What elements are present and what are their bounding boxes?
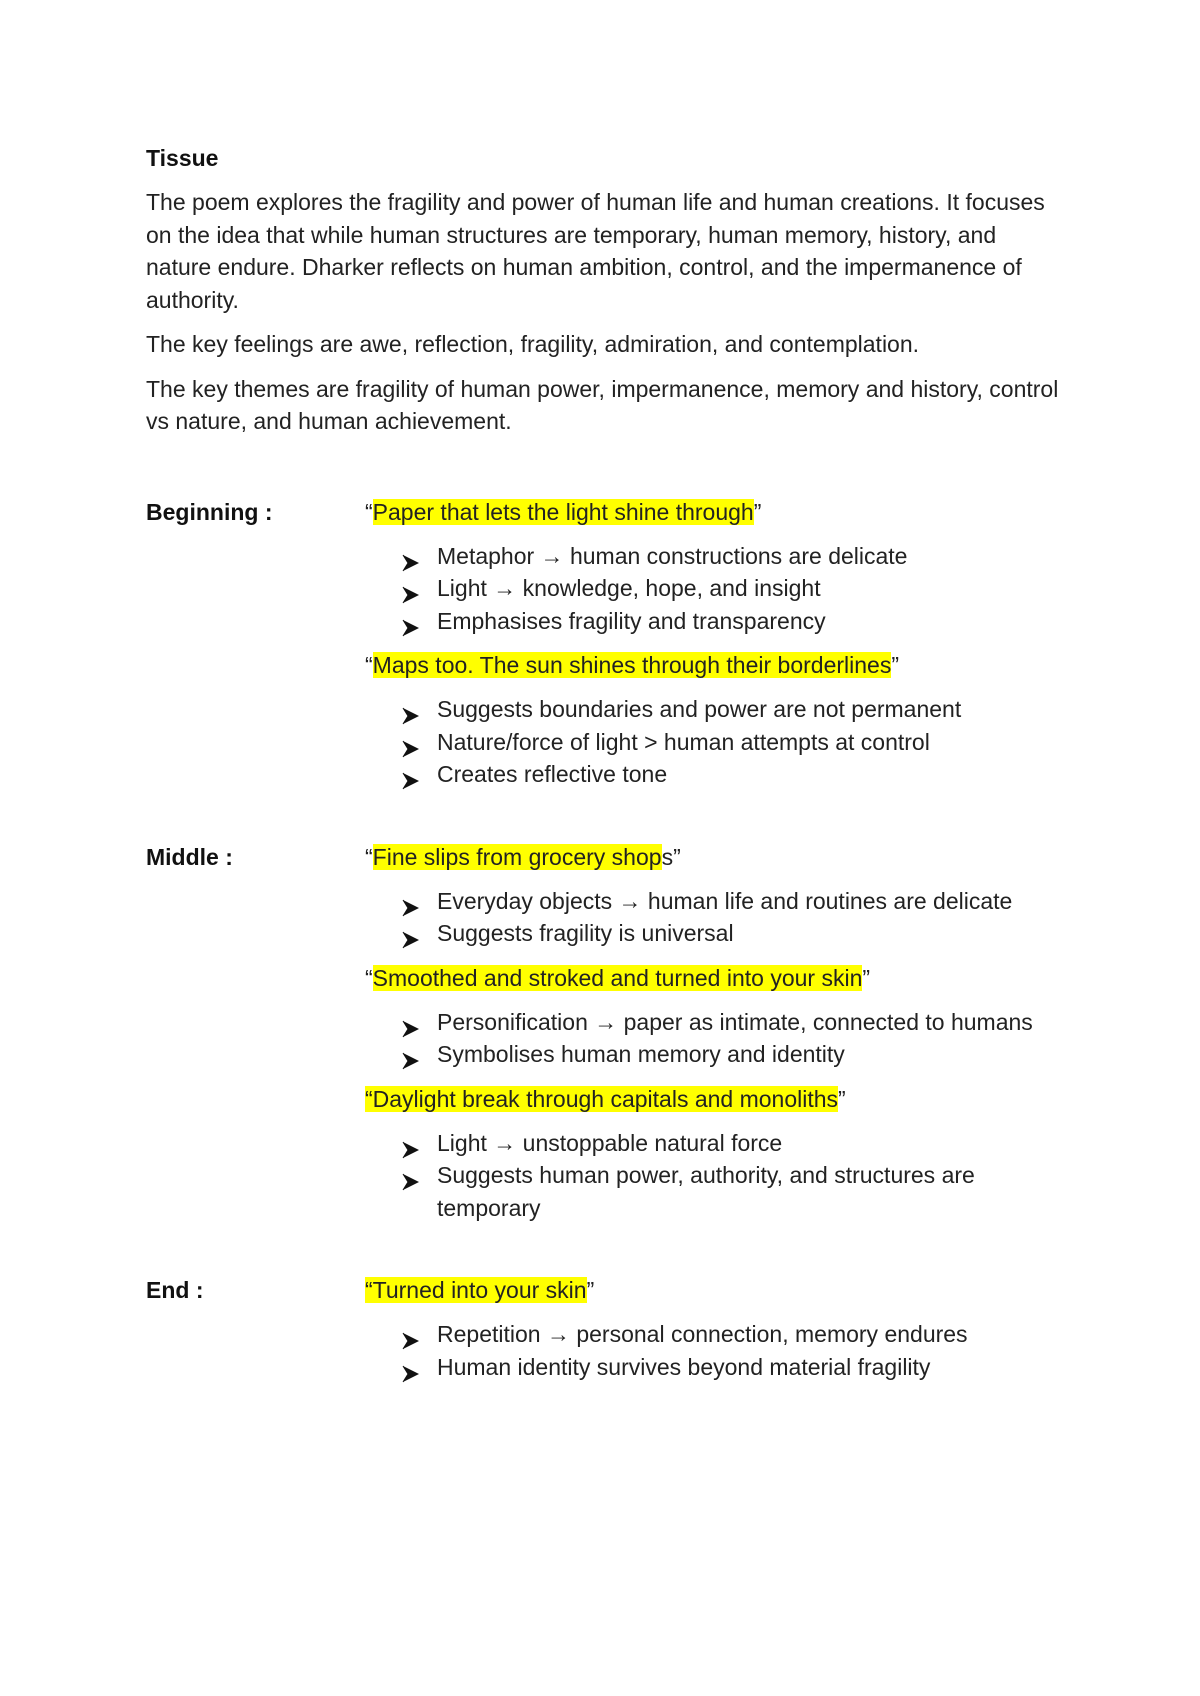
arrowhead-bullet-icon (402, 1326, 420, 1344)
quote (365, 841, 1066, 873)
bullet-text: Human identity survives beyond material fragility (437, 1353, 931, 1380)
quote (365, 496, 1066, 528)
bullet-item (402, 540, 1066, 573)
quote (365, 962, 1066, 994)
bullet-list (365, 1127, 1066, 1225)
quote-open-mark: “ (365, 498, 373, 525)
quote-close-mark: ” (753, 498, 762, 525)
analysis-section (146, 496, 1066, 791)
quote-open-mark: “ (365, 964, 373, 991)
bullet-text: Repetition → personal connection, memory endures (437, 1321, 968, 1347)
bullet-text: Creates reflective tone (437, 761, 668, 787)
arrowhead-bullet-icon (402, 925, 420, 943)
bullet-item (402, 605, 1066, 638)
bullet-text: Suggests fragility is universal (437, 920, 734, 946)
analysis-section (146, 841, 1066, 1225)
intro-paragraph: The key feelings are awe, reflection, fragility, admiration, and contemplation. (146, 331, 920, 357)
bullet-text: Light → knowledge, hope, and insight (437, 575, 821, 601)
section-body (365, 841, 1066, 1225)
bullet-text: Nature/force of light > human attempts at control (437, 728, 930, 755)
intro-paragraph: The poem explores the fragility and power of human life and human creations. It focuses on the idea that while human structures are temporary, human memory, history, and nature endure. Dharker reflects on human ambition, control, and the impermanence of authority. (146, 189, 1045, 313)
bullet-text: Everyday objects → human life and routines are delicate (437, 887, 1013, 914)
document-content (146, 142, 1066, 1395)
quote-highlighted-text: Smoothed and stroked and turned into your skin (372, 964, 863, 991)
bullet-item (402, 1006, 1066, 1039)
section-body (365, 1274, 1066, 1383)
arrowhead-bullet-icon (402, 766, 420, 784)
arrowhead-bullet-icon (402, 613, 420, 631)
section-label: Beginning : (146, 498, 273, 525)
section-label: Middle : (146, 843, 233, 870)
quote (365, 1274, 1066, 1306)
quote-highlighted-text: Fine slips from grocery shop (372, 843, 662, 870)
arrowhead-bullet-icon (402, 1167, 420, 1185)
quote (365, 649, 1066, 681)
bullet-item (402, 1318, 1066, 1351)
quote-close-mark: ” (891, 652, 900, 678)
bullet-item (402, 1351, 1066, 1384)
arrowhead-bullet-icon (402, 1014, 420, 1032)
arrowhead-bullet-icon (402, 1135, 420, 1153)
arrowhead-bullet-icon (402, 734, 420, 752)
bullet-item (402, 1038, 1066, 1071)
section-body (365, 496, 1066, 791)
intro-paragraph: The key themes are fragility of human power, impermanence, memory and history, control vs nature, and human achievement. (146, 375, 1059, 434)
bullet-item (402, 1127, 1066, 1160)
quote (365, 1083, 1066, 1115)
arrowhead-bullet-icon (402, 701, 420, 719)
bullet-text: Metaphor → human constructions are delicate (437, 542, 908, 569)
section-label: End : (146, 1277, 204, 1303)
quote-highlighted-text: Paper that lets the light shine through (372, 498, 754, 525)
bullet-list (365, 1318, 1066, 1383)
bullet-item (402, 693, 1066, 726)
bullet-item (402, 1159, 1066, 1224)
bullet-list (365, 693, 1066, 791)
bullet-text: Suggests human power, authority, and structures are temporary (437, 1162, 975, 1221)
document-title: Tissue (146, 145, 219, 171)
bullet-item (402, 572, 1066, 605)
quote-highlighted-text: “Turned into your skin (365, 1277, 587, 1303)
bullet-item (402, 917, 1066, 950)
intro (146, 186, 1066, 438)
bullet-text: Light → unstoppable natural force (437, 1129, 783, 1156)
bullet-list (365, 885, 1066, 950)
quote-open-mark: “ (365, 843, 373, 870)
arrowhead-bullet-icon (402, 893, 420, 911)
bullet-list (365, 1006, 1066, 1071)
quote-close-mark: ” (862, 964, 871, 991)
bullet-item (402, 885, 1066, 918)
sections (146, 496, 1066, 1384)
bullet-item (402, 726, 1066, 759)
quote-close-mark: ” (586, 1277, 595, 1303)
bullet-text: Emphasises fragility and transparency (437, 607, 826, 634)
arrowhead-bullet-icon (402, 580, 420, 598)
arrowhead-bullet-icon (402, 548, 420, 566)
quote-open-mark: “ (365, 652, 373, 678)
quote-highlighted-text: “Daylight break through capitals and monoliths (365, 1085, 839, 1112)
bullet-item (402, 758, 1066, 791)
arrowhead-bullet-icon (402, 1046, 420, 1064)
arrowhead-bullet-icon (402, 1359, 420, 1377)
bullet-text: Symbolises human memory and identity (437, 1041, 845, 1067)
bullet-list (365, 540, 1066, 638)
quote-highlighted-text: Maps too. The sun shines through their borderlines (372, 652, 892, 678)
bullet-text: Suggests boundaries and power are not permanent (437, 696, 962, 722)
analysis-section (146, 1274, 1066, 1383)
bullet-text: Personification → paper as intimate, connected to humans (437, 1008, 1033, 1035)
quote-close-mark: s” (661, 843, 681, 870)
quote-close-mark: ” (838, 1085, 846, 1112)
